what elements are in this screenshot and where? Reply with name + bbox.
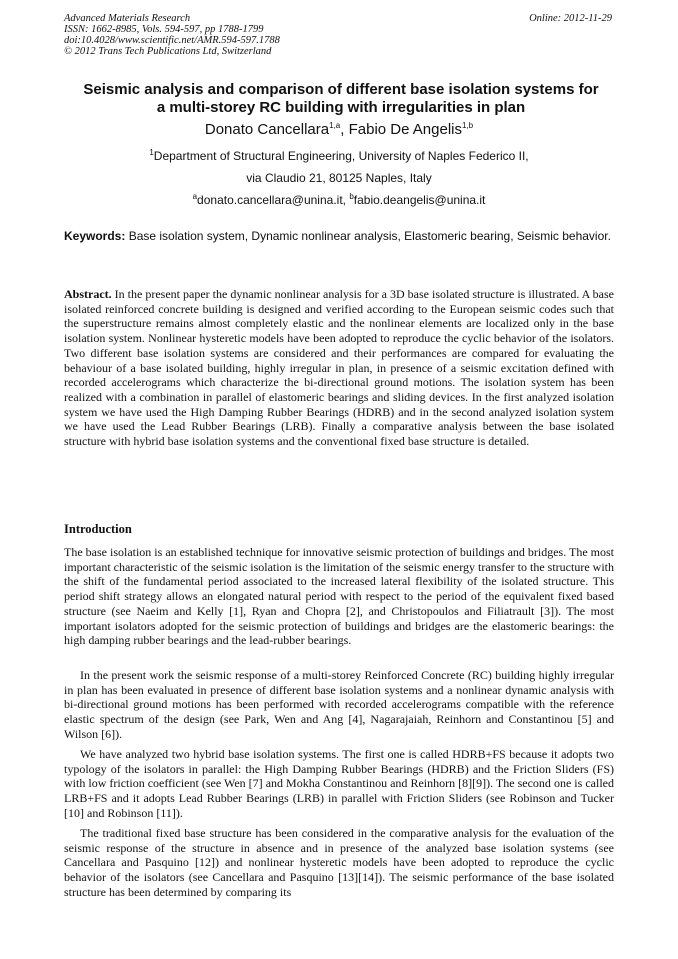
- journal-header: [64, 13, 280, 57]
- keywords-label: Keywords:: [64, 229, 126, 243]
- intro-paragraph-3: We have analyzed two hybrid base isolation systems. The first one is called HDRB+FS because it adopts two typology of the isolators in parallel: the High Damping Rubber Bearings (HDRB) and the Friction Sliders (FS) with low friction coefficient (see Wen [7] and Mokha Constantinou and Reinhorn [8][9]). The second one is called LRB+FS and it adopts Lead Rubber Bearings (LRB) in parallel with Friction Sliders (see Robinson and Tucker [10] and Robinson [11]).: [64, 747, 614, 820]
- intro-paragraph-2: In the present work the seismic response of a multi-storey Reinforced Concrete (RC) building highly irregular in plan has been evaluated in presence of different base isolation systems and a nonlinear dynamic analysis with bi-directional ground motions has been performed with recorded accelerograms compatible with the reference elastic spectrum of the design (see Park, Wen and Ang [4], Nagarajaiah, Reinhorn and Constantinou [5] and Wilson [6]).: [64, 668, 614, 741]
- section-heading-introduction: Introduction: [64, 522, 132, 536]
- paper-title: [58, 81, 624, 117]
- keywords: [64, 228, 614, 244]
- author-1-sup: 1,a: [329, 121, 341, 130]
- intro-paragraph-4: The traditional fixed base structure has been considered in the comparative analysis for the evaluation of the seismic response of the structure in absence and in presence of the analyzed base isolation systems (see Cancellara and Pasquino [12]) and nonlinear hysteretic models have been adopted to reproduce the cyclic behavior of the isolators (see Cancellara and Pasquino [13][14]). The seismic performance of the base isolated structure has been determined by comparing its: [64, 826, 614, 899]
- issn-line: ISSN: 1662-8985, Vols. 594-597, pp 1788-1799: [64, 24, 264, 35]
- author-2-sup: 1,b: [462, 121, 474, 130]
- affiliation-line-2: via Claudio 21, 80125 Naples, Italy: [246, 171, 432, 185]
- copyright-line: © 2012 Trans Tech Publications Ltd, Switzerland: [64, 46, 272, 57]
- author-1: Donato Cancellara: [204, 121, 330, 138]
- title-line-1: Seismic analysis and comparison of different base isolation systems for: [83, 81, 599, 98]
- author-separator: ,: [340, 121, 349, 138]
- online-date: Online: 2012-11-29: [529, 13, 612, 24]
- author-2: Fabio De Angelis: [348, 121, 462, 138]
- abstract: [64, 287, 614, 449]
- intro-paragraph-1: The base isolation is an established technique for innovative seismic protection of buildings and bridges. The most important characteristic of the seismic isolation is the limitation of the seismic energy transfer to the structure with the shift of the fundamental period associated to the increased lateral flexibility of the isolated structure. This period shift strategy allows an elongated natural period with respect to the period of the equivalent fixed based structure (see Naeim and Kelly [1], Ryan and Chopra [2], and Christopoulos and Filiatrault [3]). The most important isolators adopted for the seismic protection of buildings and bridges are the elastomeric bearings: the high damping rubber bearings and the lead-rubber bearings.: [64, 545, 614, 648]
- email-a[interactable]: donato.cancellara@unina.it,: [197, 193, 350, 207]
- title-line-2: a multi-storey RC building with irregularities in plan: [156, 99, 526, 116]
- email-line: $^a$donato.cancellara@unina.it, $^b$fabio.deangelis@unina.it: [192, 192, 486, 207]
- author-list: [64, 121, 614, 139]
- email-b[interactable]: fabio.deangelis@unina.it: [353, 193, 486, 207]
- doi-line: doi:10.4028/www.scientific.net/AMR.594-597.1788: [64, 35, 280, 46]
- affiliation-line-1: $^1$Department of Structural Engineering, University of Naples Federico II,: [149, 148, 529, 163]
- abstract-label: Abstract.: [64, 287, 112, 301]
- abstract-text: In the present paper the dynamic nonlinear analysis for a 3D base isolated structure is illustrated. A base isolated reinforced concrete building is designed and verified according to the European seismic codes such that the superstructure remains almost completely elastic and the nonlinear elements are localized only in the base isolation system. Nonlinear hysteretic models have been adopted to reproduce the cyclic behavior of the isolators. Two different base isolation systems are considered and their performances are compared for evaluating the behaviour of a base isolated building, highly irregular in plan, in presence of a seismic excitation defined with recorded accelerograms which characterize the bi-directional ground motions. The isolation system has been realized with a combination in parallel of elastomeric bearings and sliding devices. In the first analyzed isolation system we have used the High Damping Rubber Bearings (HDRB) and in the second analyzed isolation system we have used the Lead Rubber Bearings (LRB). Finally a comparative analysis between the base isolated structure with hybrid base isolation systems and the conventional fixed base structure is detailed.: [64, 287, 615, 449]
- affiliation-sup: 1: [149, 148, 154, 157]
- keywords-text: Base isolation system, Dynamic nonlinear analysis, Elastomeric bearing, Seismic behavior.: [128, 229, 611, 243]
- journal-name: Advanced Materials Research: [64, 13, 191, 24]
